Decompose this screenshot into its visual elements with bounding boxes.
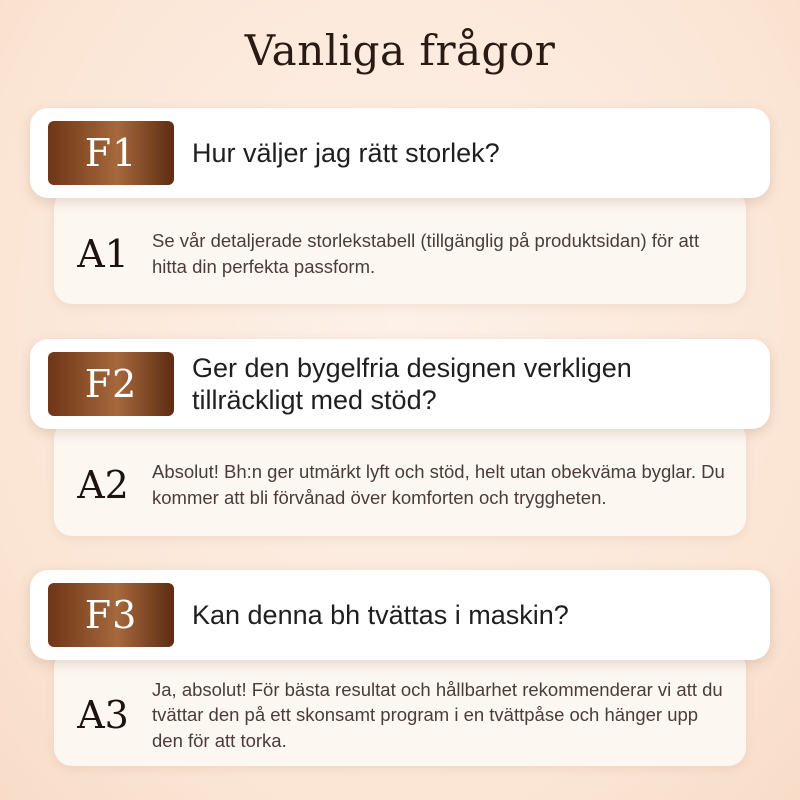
answer-card-3 xyxy=(54,650,746,766)
question-badge-2: F2 xyxy=(48,352,174,416)
answer-label-2: A2 xyxy=(77,463,129,507)
answer-text-2: Absolut! Bh:n ger utmärkt lyft och stöd, helt utan obekväma byglar. Du kommer att bli förvånad över komforten och tryggheten. xyxy=(152,461,725,508)
page-title: Vanliga frågor xyxy=(244,26,556,75)
answer-label-1: A1 xyxy=(77,232,129,276)
question-text-3: Kan denna bh tvättas i maskin? xyxy=(192,599,569,630)
answer-card-1 xyxy=(54,190,746,304)
question-badge-1: F1 xyxy=(48,121,174,185)
answer-text-1: Se vår detaljerade storlekstabell (tillgänglig på produktsidan) för att hitta din perfekta passform. xyxy=(152,230,700,277)
question-card-3[interactable] xyxy=(30,570,770,660)
question-text-2: Ger den bygelfria designen verkligen tillräckligt med stöd? xyxy=(192,352,632,415)
question-badge-3: F3 xyxy=(48,583,174,647)
question-card-2[interactable] xyxy=(30,339,770,429)
question-text-1: Hur väljer jag rätt storlek? xyxy=(192,137,500,168)
question-card-1[interactable] xyxy=(30,108,770,198)
answer-text-3: Ja, absolut! För bästa resultat och hållbarhet rekommenderar vi att du tvättar den på ett skonsamt program i en tvättpåse och hänger upp den för att torka. xyxy=(152,678,723,751)
answer-label-3: A3 xyxy=(77,693,129,737)
answer-card-2 xyxy=(54,420,746,536)
